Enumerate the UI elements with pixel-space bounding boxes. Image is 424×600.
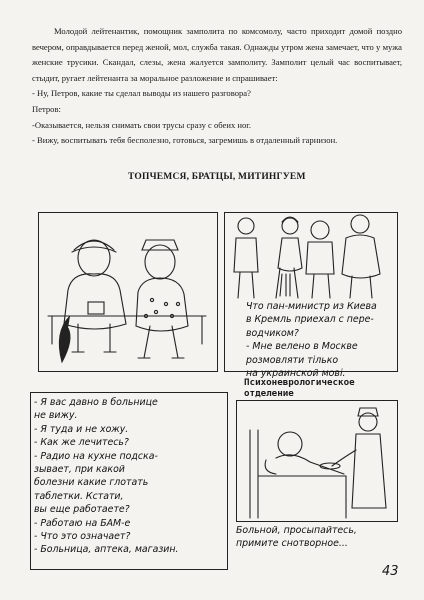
cartoon-4-caption-line: примите снотворное... [236,538,348,550]
ward-label-line-2: отделение [244,388,294,399]
cartoon-4-caption-line: Больной, просыпайтесь, [236,525,357,536]
joke-line-1: - Ну, Петров, какие ты сделал выводы из нашего разговора? [32,88,251,99]
cartoon-3-caption [34,396,179,557]
joke-intro: Молодой лейтенантик, помощник замполита по комсомолу, часто приходит домой поздно вечером, оправдывается перед женой, мол, служба такая. Однажды утром жена замечает, что у мужа женские трусики. Скандал, слезы, жена жалуется замполиту. Замполит целый час воспитывает, стыдит, ругает лейтенанта за моральное разложение и спрашивает: [32,26,402,83]
cartoon-4-caption [236,524,357,551]
section-heading: ТОПЧЕМСЯ, БРАТЦЫ, МИТИНГУЕМ [128,172,306,182]
cartoon-3-caption-line: - Радио на кухне подска- [34,450,158,462]
cartoon-3-caption-line: не вижу. [34,410,78,422]
cartoon-2-caption-line: - Мне велено в Москве [246,341,358,353]
cartoon-4-drawing [236,400,396,520]
cartoon-3-caption-line: болезни какие глотать [34,477,149,489]
joke-line-2: Петров: [32,103,61,114]
cartoon-3-caption-line: зывает, при какой [34,464,125,476]
cartoon-3-caption-line: - Больница, аптека, магазин. [34,544,179,556]
cartoon-2-caption-line: розмовляти тiлько [246,354,339,366]
joke-line-3: -Оказывается, нельзя снимать свои трусы сразу с обеих ног. [32,119,252,130]
cartoon-2-caption-line: водчиком? [246,327,299,339]
cartoon-3-caption-line: - Что это означает? [34,531,131,543]
joke-line-4: - Вижу, воспитывать тебя бесполезно, готовься, загремишь в отдаленный гарнизон. [32,135,338,146]
joke-paragraph [32,24,402,149]
ward-label [244,377,355,399]
cartoon-2-caption-line: Что пан-министр из Киева [246,301,377,312]
cartoon-1-drawing [38,212,216,370]
cartoon-3-caption-line: - Я вас давно в больнице [34,397,158,408]
cartoon-3-caption-line: вы еще работаете? [34,504,130,516]
page-number: 43 [382,564,399,579]
cartoon-3-caption-line: таблетки. Кстати, [34,490,124,502]
cartoon-3-caption-line: - Как же лечитесь? [34,437,129,449]
ward-label-line-1: Психоневрологическое [244,377,355,388]
cartoon-3-caption-line: - Работаю на БАМ-е [34,517,131,529]
cartoon-2-caption-line: в Кремль приехал с пере- [246,314,374,326]
cartoon-3-caption-line: - Я туда и не хожу. [34,423,129,435]
cartoon-2-caption [246,300,377,380]
cartoon-2-drawing [224,212,396,302]
cartoon-2-caption-line: на украинской мовi. [246,368,346,380]
